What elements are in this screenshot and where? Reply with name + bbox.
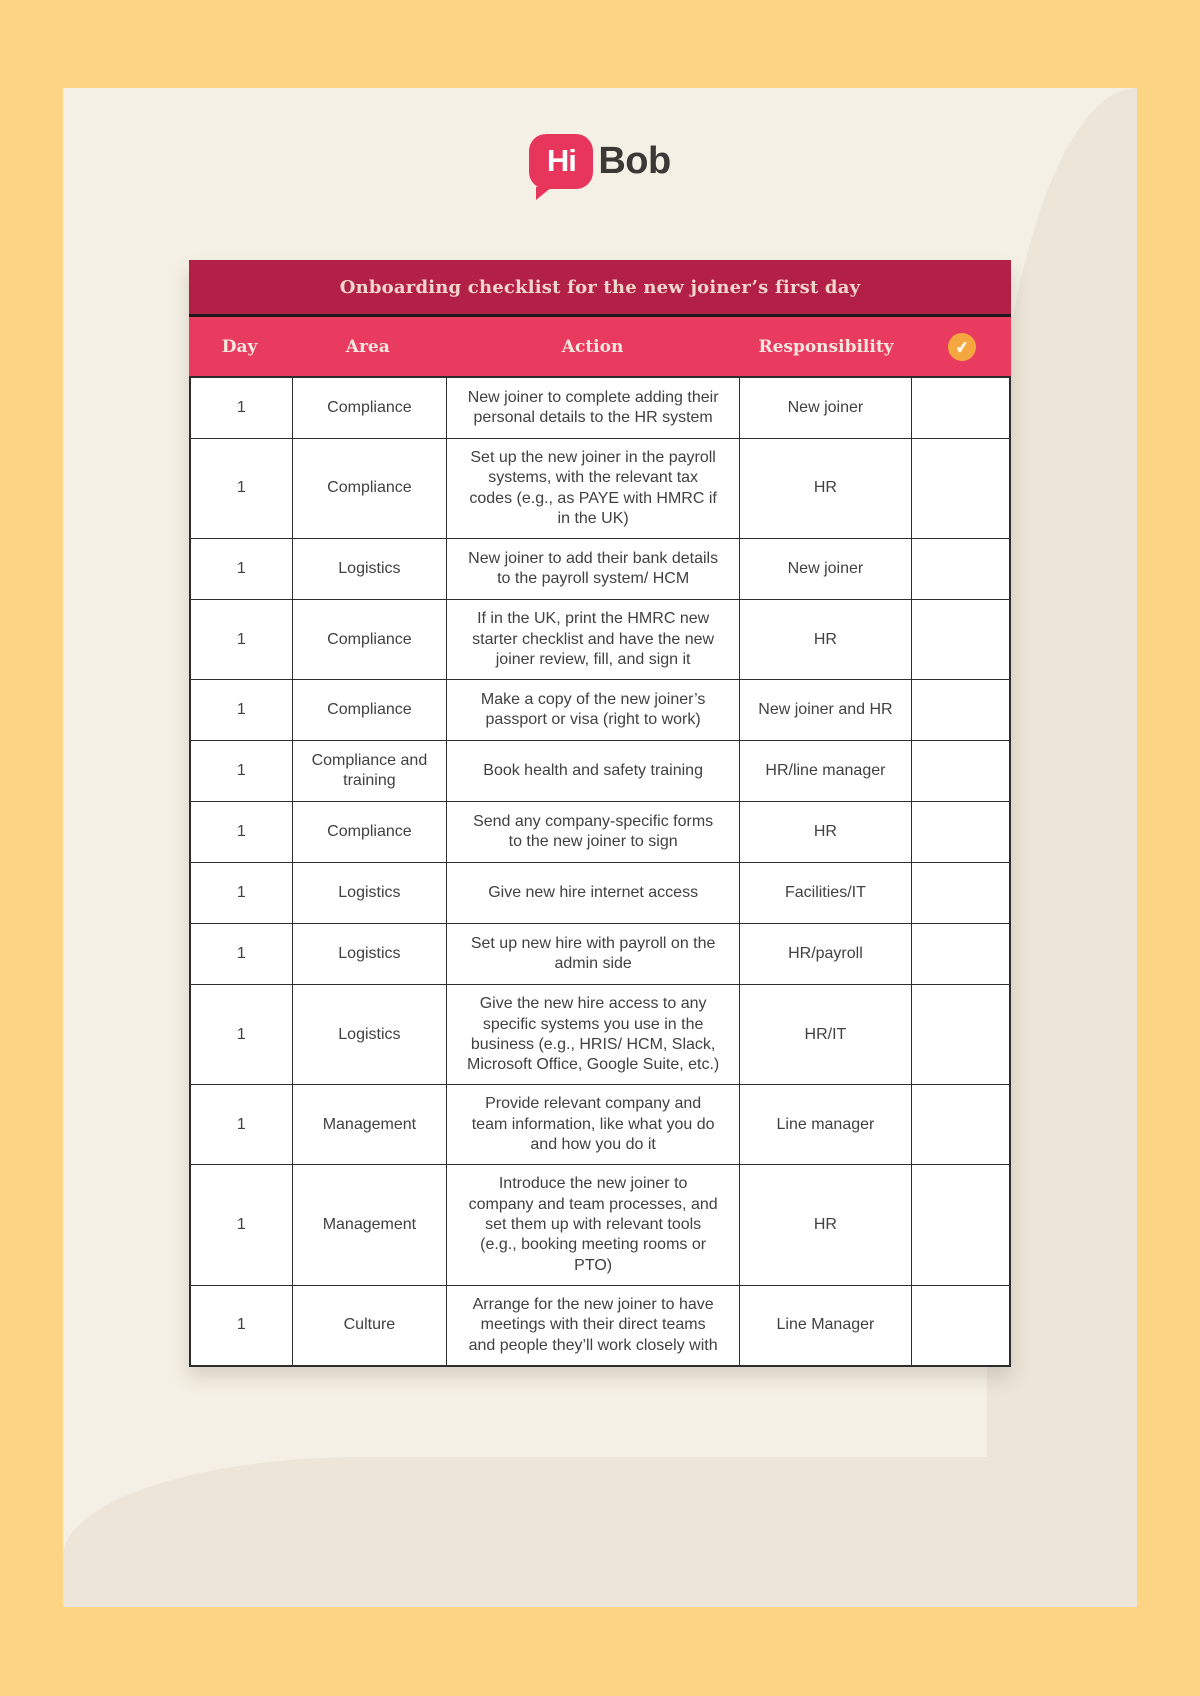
- column-header-area: Area: [345, 336, 390, 357]
- speech-bubble-icon: [529, 134, 593, 189]
- day-cell: 1: [236, 884, 246, 902]
- area-cell: Logistics: [292, 539, 447, 599]
- action-cell: Set up new hire with payroll on the admin side: [446, 924, 739, 984]
- checkbox-cell[interactable]: [911, 600, 1009, 679]
- document-panel: [63, 88, 1137, 1607]
- day-cell: 1: [236, 1316, 246, 1334]
- logo-bob-text: Bob: [598, 139, 671, 182]
- area-cell: Management: [292, 1085, 447, 1164]
- area-cell: Logistics: [292, 985, 447, 1084]
- responsibility-cell: New joiner: [739, 539, 911, 599]
- day-cell: 1: [236, 479, 246, 497]
- table-title: Onboarding checklist for the new joiner’s first day: [339, 276, 861, 298]
- table-row: [191, 1164, 1009, 1285]
- action-cell: If in the UK, print the HMRC new starter checklist and have the new joiner review, fill, and sign it: [446, 600, 739, 679]
- responsibility-cell: HR: [739, 1165, 911, 1285]
- checkbox-cell[interactable]: [911, 924, 1009, 984]
- table-row: [191, 801, 1009, 862]
- table-row: [191, 679, 1009, 740]
- day-cell: 1: [236, 1025, 246, 1043]
- action-cell: Send any company-specific forms to the new joiner to sign: [446, 802, 739, 862]
- document-content: [63, 88, 1137, 1607]
- column-header-check: [912, 317, 1011, 376]
- area-cell: Compliance: [292, 378, 447, 438]
- responsibility-cell: Facilities/IT: [739, 863, 911, 923]
- checkbox-cell[interactable]: [911, 741, 1009, 801]
- checkbox-cell[interactable]: [911, 1085, 1009, 1164]
- action-cell: Make a copy of the new joiner’s passport or visa (right to work): [446, 680, 739, 740]
- area-cell: Compliance: [292, 802, 447, 862]
- responsibility-cell: HR: [739, 439, 911, 538]
- responsibility-cell: HR/payroll: [739, 924, 911, 984]
- action-cell: New joiner to add their bank details to the payroll system/ HCM: [446, 539, 739, 599]
- day-cell: 1: [236, 701, 246, 719]
- day-cell: 1: [236, 560, 246, 578]
- table-title-bar: [189, 260, 1011, 314]
- table-row: [191, 984, 1009, 1084]
- checkbox-cell[interactable]: [911, 863, 1009, 923]
- table-row: [191, 599, 1009, 679]
- day-cell: 1: [236, 1115, 246, 1133]
- area-cell: Compliance: [292, 680, 447, 740]
- table-row: [191, 740, 1009, 801]
- hibob-logo: [529, 132, 670, 190]
- checkbox-cell[interactable]: [911, 1286, 1009, 1365]
- responsibility-cell: New joiner: [739, 378, 911, 438]
- area-cell: Culture: [292, 1286, 447, 1365]
- responsibility-cell: Line manager: [739, 1085, 911, 1164]
- action-cell: Give the new hire access to any specific systems you use in the business (e.g., HRIS/ HCM, Slack, Microsoft Office, Google Suite, etc.): [446, 985, 739, 1084]
- column-header-day: Day: [221, 336, 258, 357]
- day-cell: 1: [236, 398, 246, 416]
- checkbox-cell[interactable]: [911, 985, 1009, 1084]
- action-cell: New joiner to complete adding their personal details to the HR system: [446, 378, 739, 438]
- table-row: [191, 862, 1009, 923]
- checkbox-cell[interactable]: [911, 802, 1009, 862]
- table-header-row: [189, 314, 1011, 376]
- area-cell: Compliance and training: [292, 741, 447, 801]
- action-cell: Provide relevant company and team information, like what you do and how you do it: [446, 1085, 739, 1164]
- day-cell: 1: [236, 945, 246, 963]
- day-cell: 1: [236, 762, 246, 780]
- checkbox-cell[interactable]: [911, 439, 1009, 538]
- area-cell: Management: [292, 1165, 447, 1285]
- area-cell: Compliance: [292, 439, 447, 538]
- action-cell: Arrange for the new joiner to have meetings with their direct teams and people they’ll work closely with: [446, 1286, 739, 1365]
- table-body: [189, 376, 1011, 1367]
- responsibility-cell: HR: [739, 600, 911, 679]
- area-cell: Logistics: [292, 924, 447, 984]
- day-cell: 1: [236, 1216, 246, 1233]
- area-cell: Compliance: [292, 600, 447, 679]
- checkbox-cell[interactable]: [911, 378, 1009, 438]
- responsibility-cell: HR/IT: [739, 985, 911, 1084]
- area-cell: Logistics: [292, 863, 447, 923]
- table-row: [191, 438, 1009, 538]
- column-header-responsibility: Responsibility: [758, 336, 894, 357]
- action-cell: Set up the new joiner in the payroll systems, with the relevant tax codes (e.g., as PAYE with HMRC if in the UK): [446, 439, 739, 538]
- onboarding-checklist-table: [189, 260, 1011, 1367]
- responsibility-cell: HR/line manager: [739, 741, 911, 801]
- table-row: [191, 538, 1009, 599]
- responsibility-cell: HR: [739, 802, 911, 862]
- table-row: [191, 1285, 1009, 1365]
- action-cell: Introduce the new joiner to company and team processes, and set them up with relevant tools (e.g., booking meeting rooms or PTO): [446, 1165, 739, 1285]
- action-cell: Give new hire internet access: [446, 863, 739, 923]
- check-icon: ✔: [946, 331, 978, 363]
- day-cell: 1: [236, 823, 246, 841]
- table-row: [191, 923, 1009, 984]
- logo-hi-text: Hi: [546, 143, 576, 178]
- column-header-action: Action: [561, 336, 624, 357]
- action-cell: Book health and safety training: [446, 741, 739, 801]
- responsibility-cell: New joiner and HR: [739, 680, 911, 740]
- responsibility-cell: Line Manager: [739, 1286, 911, 1365]
- checkbox-cell[interactable]: [911, 1165, 1009, 1285]
- checkbox-cell[interactable]: [911, 539, 1009, 599]
- table-row: [191, 1084, 1009, 1164]
- checkbox-cell[interactable]: [911, 680, 1009, 740]
- table-row: [191, 378, 1009, 438]
- day-cell: 1: [236, 630, 246, 648]
